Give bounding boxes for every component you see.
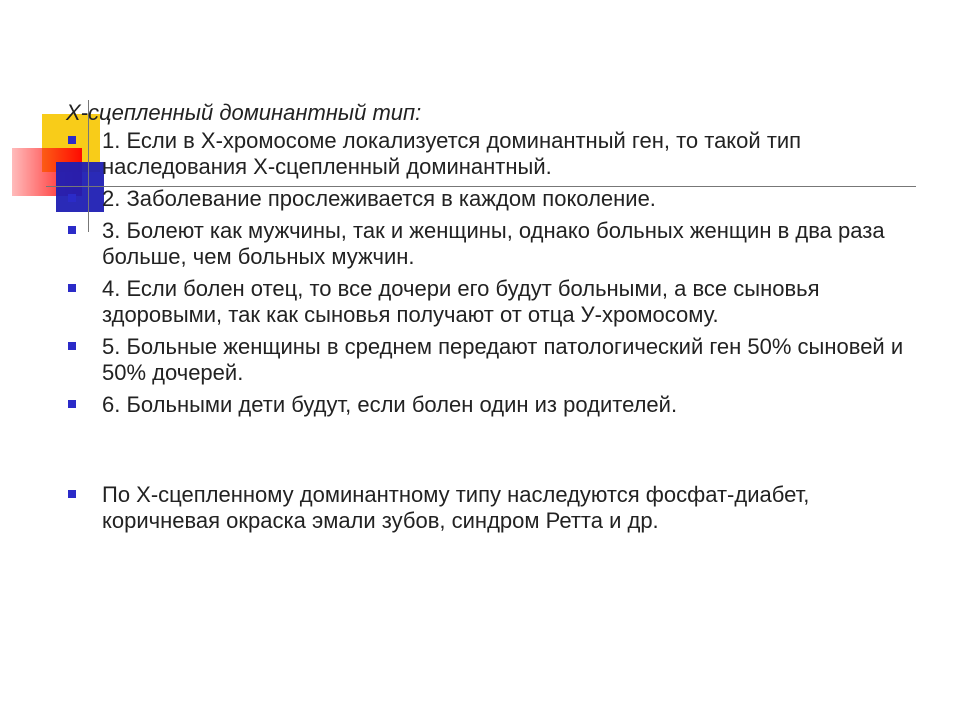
square-bullet-icon bbox=[68, 226, 76, 234]
list-item-text: 5. Больные женщины в среднем передают патологический ген 50% сыновей и 50% дочерей. bbox=[102, 334, 904, 385]
list-item bbox=[64, 392, 904, 418]
list-item-text: 6. Больными дети будут, если болен один из родителей. bbox=[102, 392, 678, 417]
square-bullet-icon bbox=[68, 194, 76, 202]
list-item-text: 3. Болеют как мужчины, так и женщины, однако больных женщин в два раза больше, чем больных мужчин. bbox=[102, 218, 885, 269]
list-item bbox=[64, 128, 904, 180]
list-item bbox=[64, 276, 904, 328]
square-bullet-icon bbox=[68, 136, 76, 144]
bullet-list bbox=[64, 128, 904, 540]
list-item bbox=[64, 334, 904, 386]
list-item-text: 1. Если в Х-хромосоме локализуется доминантный ген, то такой тип наследования Х-сцепленный доминантный. bbox=[102, 128, 802, 179]
square-bullet-icon bbox=[68, 342, 76, 350]
slide-title: Х-сцепленный доминантный тип: bbox=[66, 100, 422, 125]
list-item-summary bbox=[64, 482, 904, 534]
list-item bbox=[64, 218, 904, 270]
square-bullet-icon bbox=[68, 490, 76, 498]
square-bullet-icon bbox=[68, 400, 76, 408]
list-item-text: 2. Заболевание прослеживается в каждом поколение. bbox=[102, 186, 656, 211]
list-item-text: 4. Если болен отец, то все дочери его будут больными, а все сыновья здоровыми, так как сыновья получают от отца У-хромосому. bbox=[102, 276, 820, 327]
list-item-text: По Х-сцепленному доминантному типу наследуются фосфат-диабет, коричневая окраска эмали зубов, синдром Ретта и др. bbox=[102, 482, 810, 533]
square-bullet-icon bbox=[68, 284, 76, 292]
list-item bbox=[64, 186, 904, 212]
